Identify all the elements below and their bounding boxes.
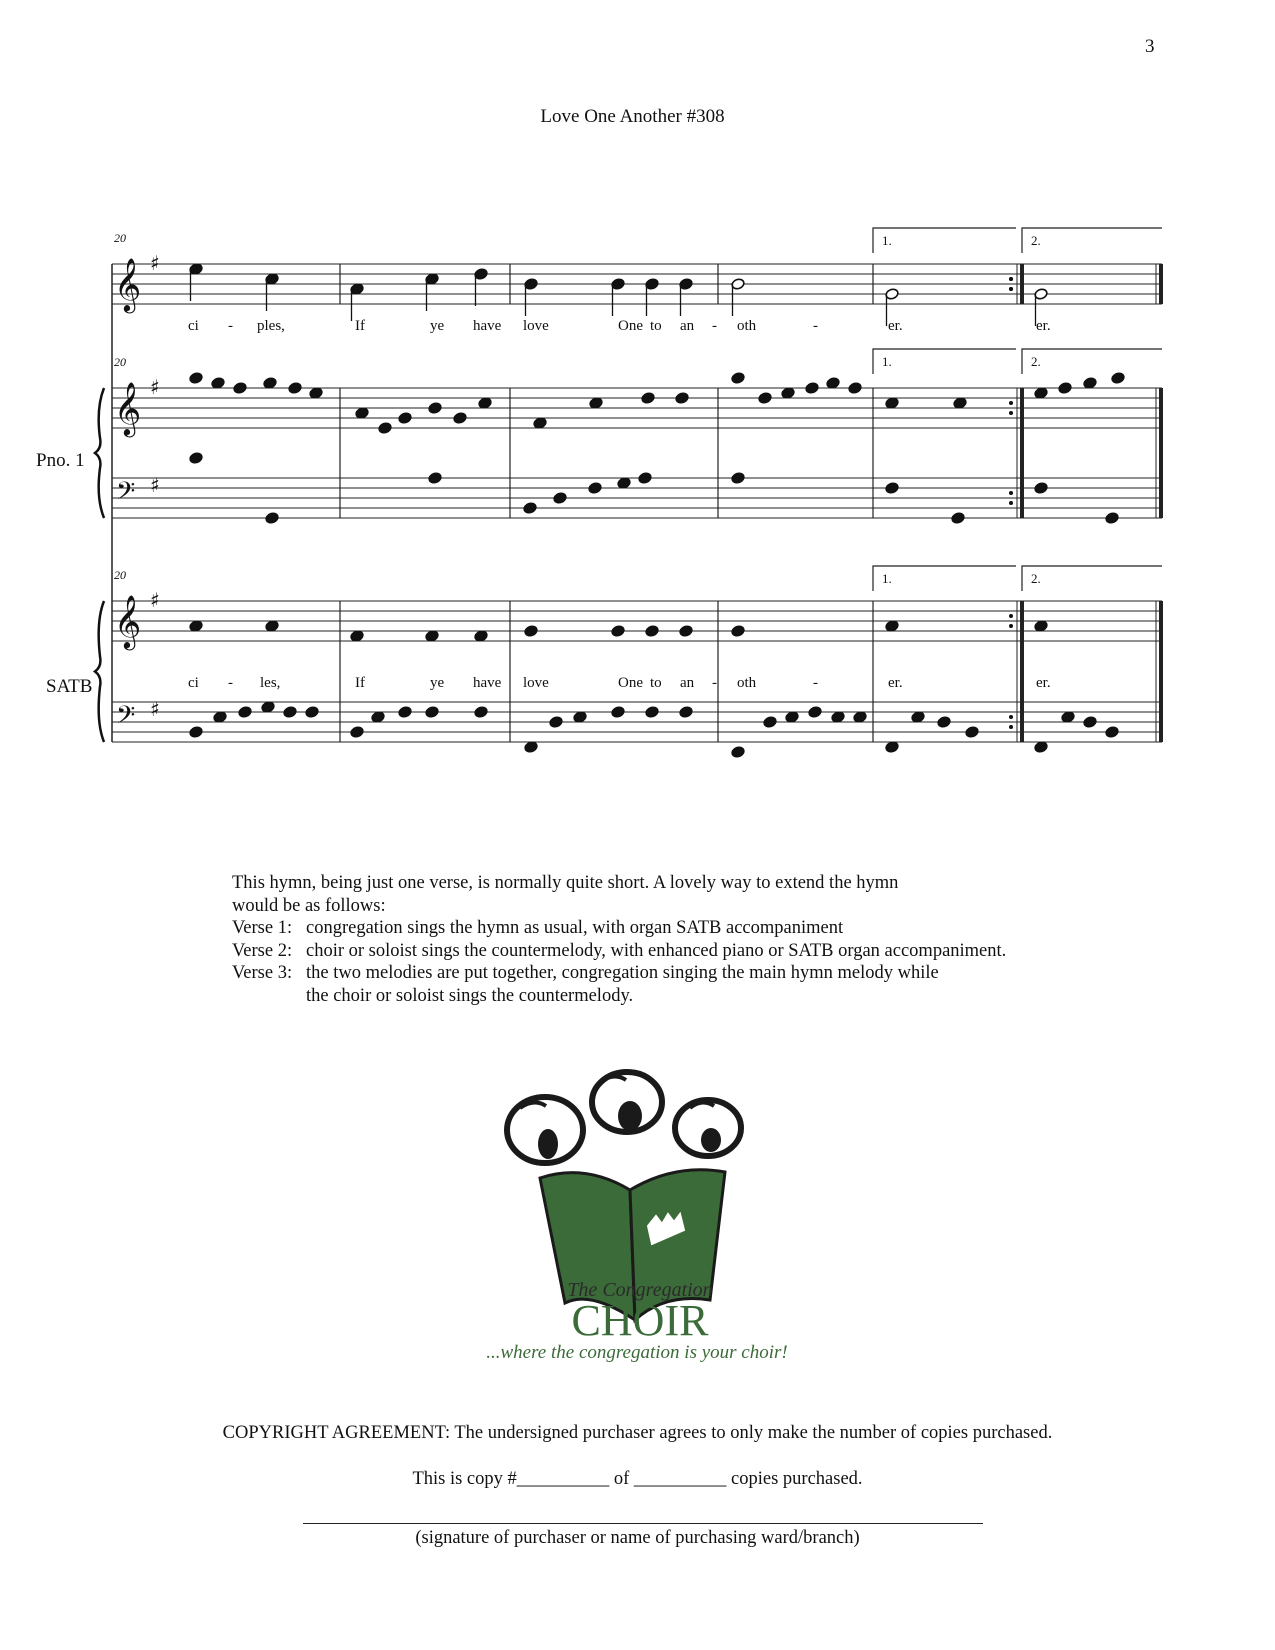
lyric-syllable: - <box>228 318 233 334</box>
notehead <box>309 387 323 400</box>
verse-text: choir or soloist sings the countermelody, with enhanced piano or SATB organ accompaniment. <box>306 940 1007 961</box>
page-title: Love One Another #308 <box>540 106 725 127</box>
lyric-syllable: ci <box>188 318 199 334</box>
brace-icon <box>95 601 104 742</box>
measure-number: 20 <box>114 568 126 582</box>
lyric-syllable: to <box>650 675 662 691</box>
lyric-syllable: oth <box>737 675 757 691</box>
instrument-label: SATB <box>46 676 93 697</box>
verse-text: the two melodies are put together, congregation singing the main hymn melody while <box>306 963 939 984</box>
performance-notes <box>232 872 1132 1008</box>
notehead <box>549 716 563 729</box>
lyric-syllable: - <box>813 675 818 691</box>
notehead <box>524 625 538 638</box>
notehead <box>453 412 467 425</box>
sharp-icon: ♯ <box>150 251 160 275</box>
volta-bracket <box>1022 349 1162 374</box>
repeat-dot <box>1009 491 1013 495</box>
lyric-syllable: er. <box>888 675 903 691</box>
notehead <box>731 472 745 485</box>
brace-icon <box>95 388 104 518</box>
verse-3-continuation: the choir or soloist sings the countermelody. <box>306 985 634 1006</box>
notehead <box>428 402 442 415</box>
volta-bracket <box>873 349 1016 374</box>
notehead <box>474 706 488 719</box>
lyric-syllable: ci <box>188 675 199 691</box>
notehead <box>1034 741 1048 754</box>
notehead <box>428 472 442 485</box>
notehead <box>937 716 951 729</box>
notehead <box>263 377 277 390</box>
notehead <box>398 412 412 425</box>
notehead <box>573 711 587 724</box>
lyric-syllable: to <box>650 318 662 334</box>
volta-bracket <box>1022 228 1162 253</box>
notehead <box>1105 512 1119 525</box>
lyric-syllable: One <box>618 318 643 334</box>
lyric-syllable: ye <box>430 675 445 691</box>
notehead <box>679 706 693 719</box>
notehead <box>211 377 225 390</box>
sharp-icon: ♯ <box>150 697 160 721</box>
verse-label: Verse 3: <box>232 963 293 984</box>
signature-line <box>303 1523 983 1524</box>
repeat-dot <box>1009 401 1013 405</box>
measure-number: 20 <box>114 355 126 369</box>
volta-bracket <box>873 228 1016 253</box>
notehead <box>1083 716 1097 729</box>
notehead <box>885 482 899 495</box>
volta-bracket <box>1022 566 1162 591</box>
notehead <box>1034 387 1048 400</box>
treble-clef-icon: 𝄞 <box>114 381 142 435</box>
lyric-syllable: - <box>228 675 233 691</box>
volta-bracket <box>873 566 1016 591</box>
notehead <box>189 726 203 739</box>
notehead <box>474 630 488 643</box>
signature-caption: (signature of purchaser or name of purchasing ward/branch) <box>415 1528 860 1548</box>
notehead <box>675 392 689 405</box>
notehead <box>808 706 822 719</box>
notehead <box>763 716 777 729</box>
notehead <box>826 377 840 390</box>
volta-label: 1. <box>882 233 892 248</box>
lyric-syllable: have <box>473 675 502 691</box>
sharp-icon: ♯ <box>150 473 160 497</box>
notehead <box>645 706 659 719</box>
notehead <box>213 711 227 724</box>
notehead <box>1083 377 1097 390</box>
notehead <box>611 706 625 719</box>
notehead <box>524 741 538 754</box>
notehead <box>288 382 302 395</box>
logo-line1: The Congregation <box>567 1279 713 1301</box>
notehead <box>233 382 247 395</box>
notehead <box>731 625 745 638</box>
lyric-syllable: - <box>813 318 818 334</box>
notehead <box>679 625 693 638</box>
lyric-syllable: ples, <box>257 318 285 334</box>
volta-label: 1. <box>882 354 892 369</box>
lyric-syllable: - <box>712 318 717 334</box>
lyric-syllable: an <box>680 675 695 691</box>
notehead <box>645 625 659 638</box>
verse-label: Verse 1: <box>232 918 293 939</box>
notehead <box>641 392 655 405</box>
notehead <box>885 620 899 633</box>
notehead <box>553 492 567 505</box>
repeat-dot <box>1009 624 1013 628</box>
notehead <box>238 706 252 719</box>
notehead <box>425 706 439 719</box>
notehead <box>758 392 772 405</box>
lyric-syllable: One <box>618 675 643 691</box>
verse-2 <box>232 940 1132 963</box>
bass-clef-icon: 𝄢 <box>116 701 136 736</box>
lyric-syllable: er. <box>888 318 903 334</box>
lyric-syllable: er. <box>1036 318 1051 334</box>
lyric-syllable: les, <box>260 675 281 691</box>
lyric-syllable: oth <box>737 318 757 334</box>
notehead <box>589 397 603 410</box>
volta-label: 2. <box>1031 354 1041 369</box>
notes-intro-line1: This hymn, being just one verse, is normally quite short. A lovely way to extend the hymn <box>232 873 899 893</box>
verse-1 <box>232 917 1132 940</box>
notehead <box>785 711 799 724</box>
volta-label: 2. <box>1031 233 1041 248</box>
notehead <box>533 417 547 430</box>
repeat-dot <box>1009 715 1013 719</box>
lyric-syllable: love <box>523 675 549 691</box>
notehead <box>731 372 745 385</box>
volta-label: 1. <box>882 571 892 586</box>
notehead <box>189 372 203 385</box>
notehead <box>350 630 364 643</box>
lyric-syllable: an <box>680 318 695 334</box>
repeat-dot <box>1009 725 1013 729</box>
notehead <box>1061 711 1075 724</box>
lyric-syllable: If <box>355 675 365 691</box>
notehead <box>189 452 203 465</box>
repeat-dot <box>1009 277 1013 281</box>
notehead <box>425 630 439 643</box>
notehead <box>378 422 392 435</box>
repeat-dot <box>1009 287 1013 291</box>
notehead <box>951 512 965 525</box>
notehead <box>398 706 412 719</box>
verse-label: Verse 2: <box>232 940 293 961</box>
notehead <box>911 711 925 724</box>
repeat-dot <box>1009 614 1013 618</box>
sharp-icon: ♯ <box>150 375 160 399</box>
bass-clef-icon: 𝄢 <box>116 477 136 512</box>
volta-label: 2. <box>1031 571 1041 586</box>
notehead <box>617 477 631 490</box>
notehead <box>965 726 979 739</box>
repeat-dot <box>1009 501 1013 505</box>
treble-clef-icon: 𝄞 <box>114 257 142 311</box>
notehead <box>189 620 203 633</box>
staff-lines <box>112 264 1162 742</box>
barlines <box>112 228 1162 742</box>
notehead <box>1105 726 1119 739</box>
notehead <box>1034 482 1048 495</box>
copy-number-line: This is copy #__________ of __________ copies purchased. <box>412 1469 863 1489</box>
lyric-syllable: love <box>523 318 549 334</box>
lyric-syllable: er. <box>1036 675 1051 691</box>
notehead <box>261 701 275 714</box>
notehead <box>350 726 364 739</box>
notehead <box>805 382 819 395</box>
music-score <box>0 0 1275 820</box>
repeat-dot <box>1009 411 1013 415</box>
notehead <box>638 472 652 485</box>
notehead <box>283 706 297 719</box>
lyric-syllable: - <box>712 675 717 691</box>
notehead <box>355 407 369 420</box>
page-number: 3 <box>1145 36 1155 57</box>
verse-3 <box>232 962 1132 985</box>
logo-line2: CHOIR <box>571 1296 709 1345</box>
instrument-label: Pno. 1 <box>36 450 85 471</box>
congregation-choir-logo <box>480 1068 800 1368</box>
notehead <box>611 625 625 638</box>
notes-intro-line2: would be as follows: <box>232 895 386 916</box>
logo-tagline: ...where the congregation is your choir! <box>486 1342 788 1363</box>
notehead <box>305 706 319 719</box>
notehead <box>1058 382 1072 395</box>
notehead <box>588 482 602 495</box>
notehead <box>781 387 795 400</box>
notehead <box>1034 620 1048 633</box>
notehead <box>885 741 899 754</box>
measure-number: 20 <box>114 231 126 245</box>
notehead <box>953 397 967 410</box>
notehead <box>523 502 537 515</box>
treble-clef-icon: 𝄞 <box>114 594 142 648</box>
notehead <box>853 711 867 724</box>
notehead <box>885 397 899 410</box>
notehead <box>831 711 845 724</box>
lyric-syllable: ye <box>430 318 445 334</box>
notehead <box>478 397 492 410</box>
notehead <box>265 620 279 633</box>
notehead <box>1111 372 1125 385</box>
lyric-syllable: have <box>473 318 502 334</box>
copyright-agreement: COPYRIGHT AGREEMENT: The undersigned purchaser agrees to only make the number of copies purchased. <box>222 1423 1053 1443</box>
verse-text: congregation sings the hymn as usual, with organ SATB accompaniment <box>306 918 844 939</box>
notehead <box>731 746 745 759</box>
notehead <box>265 512 279 525</box>
notehead <box>848 382 862 395</box>
lyric-syllable: If <box>355 318 365 334</box>
notehead <box>371 711 385 724</box>
sharp-icon: ♯ <box>150 588 160 612</box>
